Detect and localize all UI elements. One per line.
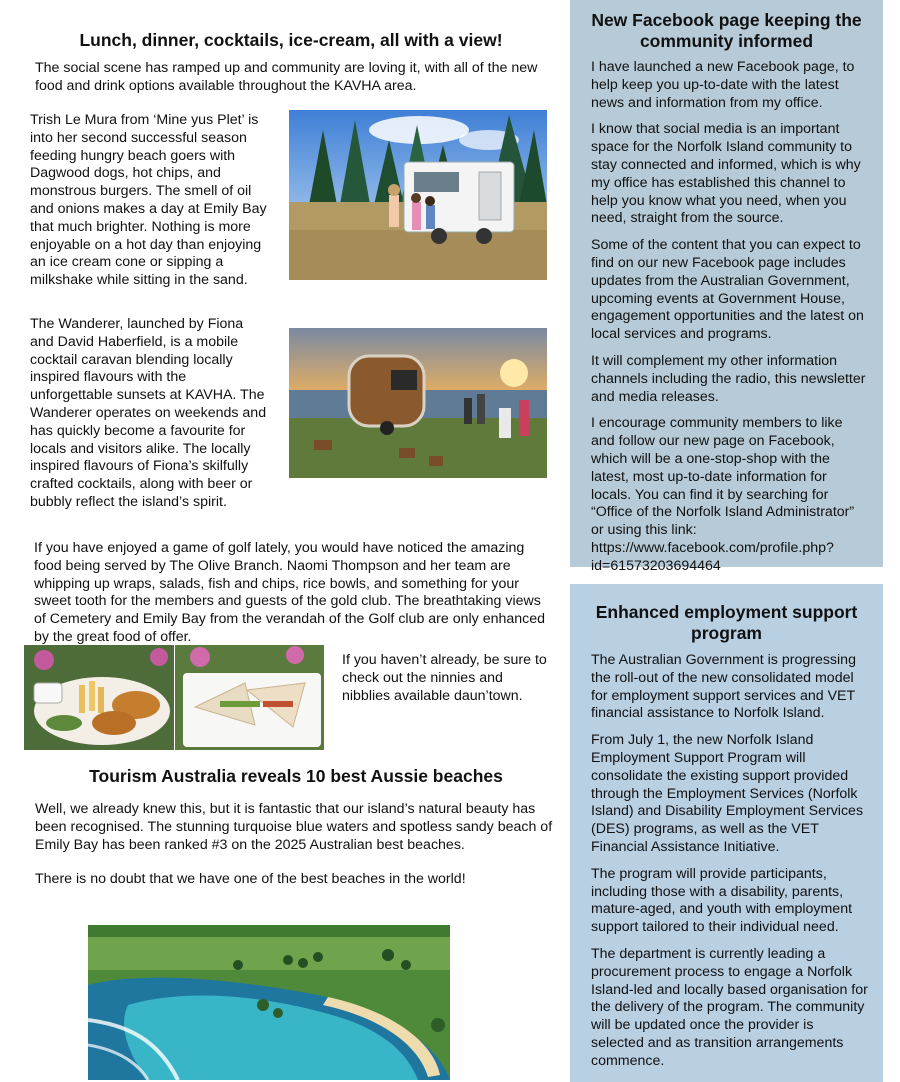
- tourism-paragraph-2: There is no doubt that we have one of the best beaches in the world!: [35, 871, 466, 887]
- facebook-sidebar-box: [570, 0, 883, 574]
- employment-paragraph: The Australian Government is progressing the roll-out of the new consolidated model for employment support services and VET financial assistance to Norfolk Island.: [591, 652, 856, 722]
- facebook-paragraph: I have launched a new Facebook page, to help keep you up-to-date with the latest news and information from my office.: [591, 59, 855, 111]
- employment-heading: Enhanced employment support program: [595, 602, 858, 643]
- wraps-photo: [175, 645, 324, 750]
- tourism-paragraph-1: Well, we already knew this, but it is fantastic that our island’s natural beauty has been recognised. The stunning turquoise blue waters and spotless sandy beach of Emily Bay has been ranked #3 on the 2025 Australian best beaches.: [35, 801, 553, 853]
- facebook-heading: New Facebook page keeping the community informed: [591, 10, 862, 51]
- trish-paragraph: Trish Le Mura from ‘Mine yus Plet’ is into her second successful season feeding hungry beach goers with Dagwood dogs, hot chips, and monstrous burgers. The smell of oil and onions makes a day at Emily Bay that much brighter. Nothing is more enjoyable on a hot day than enjoying an ice cream cone or sipping a milkshake while sitting in the sand.: [30, 112, 267, 289]
- tourism-heading: Tourism Australia reveals 10 best Aussie beaches: [89, 766, 503, 786]
- golf-paragraph: If you have enjoyed a game of golf lately, you would have noticed the amazing food being served by The Olive Branch. Naomi Thompson and her team are whipping up wraps, salads, fish and chips, rice bowls, and something for your sweet tooth for the members and guests of the gold club. The breathtaking views of Cemetery and Emily Bay from the verandah of the Golf club are only enhanced by the great food of offer.: [34, 540, 546, 645]
- wanderer-paragraph: The Wanderer, launched by Fiona and David Haberfield, is a mobile cocktail caravan blending locally inspired flavours with the unforgettable sunsets at KAVHA. The Wanderer operates on weekends and has quickly become a favourite for locals and visitors alike. The locally inspired flavours of Fiona’s skilfully crafted cocktails, along with beer or bubbly reflect the island’s spirit.: [30, 316, 267, 510]
- fish-and-chips-photo: [24, 645, 174, 750]
- cocktail-caravan-photo: [289, 328, 547, 478]
- employment-paragraph: From July 1, the new Norfolk Island Employment Support Program will consolidate the existing support provided through the Employment Services (Norfolk Island) and Disability Employment Services (DES) programs, as well as the VET Financial Assistance Initiative.: [591, 732, 864, 855]
- facebook-paragraph: I encourage community members to like and follow our new page on Facebook, which will be a one-stop-shop with the latest, most up-to-date information for locals. You can find it by searching for “Office of the Norfolk Island Administrator” or using this link: https://www.facebook.com/profile.php?id=61573203694464: [591, 415, 855, 574]
- emily-bay-aerial-photo: [88, 925, 450, 1080]
- food-truck-photo: [289, 110, 547, 280]
- lunch-intro: The social scene has ramped up and community are loving it, with all of the new food and drink options available throughout the KAVHA area.: [35, 60, 538, 94]
- employment-paragraph: The program will provide participants, including those with a disability, parents, mature-aged, and youth with employment support tailored to their individual need.: [591, 865, 853, 936]
- lunch-heading: Lunch, dinner, cocktails, ice-cream, all with a view!: [79, 30, 503, 50]
- employment-paragraph: The department is currently leading a procurement process to engage a Norfolk Island-led and locally based organisation for the delivery of the program. The community will be updated once the provider is selected and as transition arrangements commence.: [591, 945, 868, 1069]
- facebook-paragraph: Some of the content that you can expect to find on our new Facebook page includes updates from the Australian Government, upcoming events at Government House, engagement opportunities and the latest on local services and programs.: [591, 237, 864, 343]
- employment-body: [591, 652, 869, 1080]
- employment-sidebar-box: [570, 584, 883, 1082]
- facebook-paragraph: It will complement my other information channels including the radio, this newsletter and media releases.: [591, 352, 866, 405]
- facebook-body: [591, 59, 869, 585]
- ninnies-paragraph: If you haven’t already, be sure to check out the ninnies and nibblies available daun’town.: [342, 652, 547, 704]
- facebook-paragraph: I know that social media is an important space for the Norfolk Island community to stay connected and informed, which is why my office has established this channel to help you know what you need, when you need, straight from the source.: [591, 121, 861, 227]
